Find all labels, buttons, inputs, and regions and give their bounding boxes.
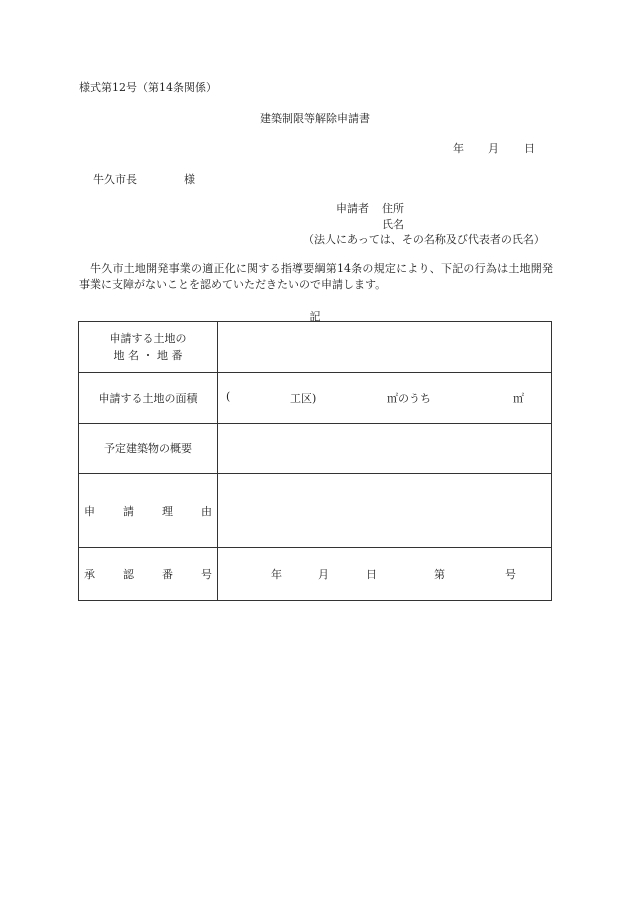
area-total-unit	[387, 390, 431, 406]
date-year-label: 年	[453, 142, 464, 155]
area-part-unit: ㎡	[513, 392, 524, 405]
applicant-name-label: 氏名	[382, 218, 404, 231]
approval-year-label: 年	[271, 568, 282, 581]
approval-number-label	[79, 548, 218, 601]
approval-label-char-1: 承	[84, 568, 95, 581]
approval-label-char-4: 号	[201, 568, 212, 581]
area-kouku-label: 工区)	[290, 392, 317, 405]
land-location-field[interactable]	[218, 322, 552, 373]
application-statement: 牛久市土地開発事業の適正化に関する指導要綱第14条の規定により、下記の行為は土地開発事業に支障がないことを認めていただきたいので申請します。	[79, 262, 553, 291]
approval-label-char-2: 認	[123, 568, 134, 581]
addressee-honorific: 様	[184, 173, 195, 186]
land-area-label: 申請する土地の面積	[79, 373, 218, 424]
approval-number-field[interactable]	[218, 548, 552, 601]
approval-dai-label: 第	[434, 568, 445, 581]
approval-label-char-3: 番	[162, 568, 173, 581]
land-area-field[interactable]	[218, 373, 552, 424]
reason-label-char-1: 申	[84, 504, 95, 518]
addressee-name: 牛久市長	[93, 173, 137, 186]
reason-field[interactable]	[218, 474, 552, 548]
date-month-label: 月	[488, 142, 499, 155]
land-location-label	[79, 322, 218, 373]
reason-label	[79, 474, 218, 548]
building-overview-label: 予定建築物の概要	[79, 424, 218, 474]
row-land-location	[79, 322, 552, 373]
approval-month-label: 月	[318, 568, 329, 581]
building-overview-field[interactable]	[218, 424, 552, 474]
area-open-paren: (	[226, 390, 231, 403]
land-location-label-line1: 申請する土地の	[109, 332, 187, 345]
land-location-label-line2: 地 名 ・ 地 番	[113, 349, 183, 362]
area-total-unit-m2: ㎡	[387, 392, 398, 405]
reason-label-char-4: 由	[201, 504, 212, 518]
reason-label-char-3: 理	[162, 504, 173, 518]
area-no-uchi-label: のうち	[398, 392, 431, 405]
approval-gou-label: 号	[505, 568, 516, 581]
document-title: 建築制限等解除申請書	[260, 112, 370, 125]
row-land-area	[79, 373, 552, 424]
corporation-note: （法人にあっては、その名称及び代表者の氏名）	[303, 233, 545, 246]
row-building-overview	[79, 424, 552, 474]
form-number: 様式第12号（第14条関係）	[79, 81, 217, 94]
approval-day-label: 日	[366, 568, 377, 581]
row-approval-number	[79, 548, 552, 601]
reason-label-char-2: 請	[123, 504, 134, 518]
applicant-label: 申請者	[336, 202, 369, 215]
applicant-address-label: 住所	[382, 202, 404, 215]
date-day-label: 日	[524, 142, 535, 155]
application-form-table	[78, 321, 552, 601]
row-reason	[79, 474, 552, 548]
ki-heading: 記	[309, 310, 321, 323]
